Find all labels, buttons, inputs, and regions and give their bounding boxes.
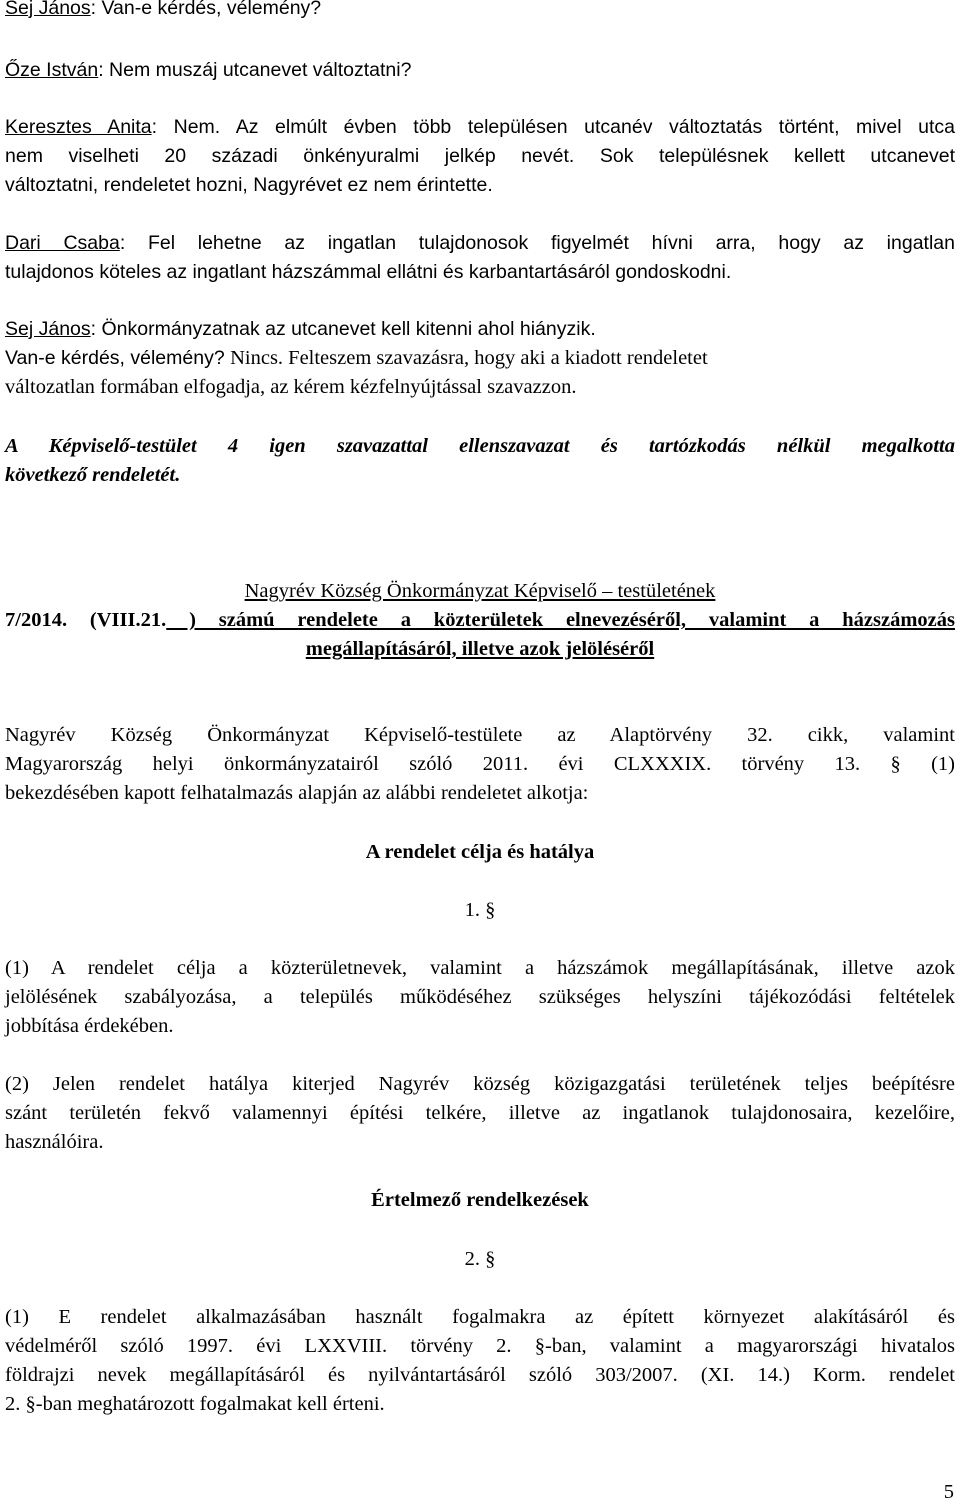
speaker-name: Keresztes Anita xyxy=(5,116,152,138)
preamble-line-2: Magyarország helyi önkormányzatairól szóló 2011. évi CLXXXIX. törvény 13. § (1) xyxy=(5,753,955,775)
section-1-p1-line-1: (1) A rendelet célja a közterületnevek, valamint a házszámok megállapításának, illetve azok xyxy=(5,957,955,979)
speech-text: : Van-e kérdés, vélemény? xyxy=(90,0,322,19)
speech-text: : Fel lehetne az ingatlan tulajdonosok figyelmét hívni arra, hogy az ingatlan xyxy=(119,232,955,254)
section-2-p1-line-4: 2. §-ban meghatározott fogalmakat kell érteni. xyxy=(5,1393,385,1415)
discussion-sej2-line-3: változatlan formában elfogadja, az kérem kézfelnyújtással szavazzon. xyxy=(5,376,577,398)
section-1-number: 1. § xyxy=(464,899,496,921)
preamble-line-1: Nagyrév Község Önkormányzat Képviselő-testülete az Alaptörvény 32. cikk, valamint xyxy=(5,724,955,746)
page-number: 5 xyxy=(943,1481,954,1503)
speaker-name: Sej János xyxy=(5,0,91,19)
section-2-number: 2. § xyxy=(464,1248,496,1270)
decree-title-line-3: megállapításáról, illetve azok jelöléséről xyxy=(305,638,655,660)
discussion-keresztes-line-2: nem viselheti 20 századi önkényuralmi jelkép nevét. Sok településnek kellett utcanevet xyxy=(5,145,955,167)
section-2-p1-line-2: védelméről szóló 1997. évi LXXVIII. törvény 2. §-ban, valamint a magyarországi hivatalos xyxy=(5,1335,955,1357)
section-1-p2-line-3: használóira. xyxy=(5,1131,104,1153)
section-2-heading: Értelmező rendelkezések xyxy=(371,1189,589,1211)
discussion-keresztes-line-3: változtatni, rendeletet hozni, Nagyrévet ez nem érintette. xyxy=(5,174,493,196)
discussion-sej2-line-2 xyxy=(5,344,955,373)
discussion-dari-line-1 xyxy=(5,229,955,258)
section-1-p2-line-2: szánt területén fekvő valamennyi építési telkére, illetve az ingatlanok tulajdonosaira, kezelőire, xyxy=(5,1102,955,1124)
speech-text: : Önkormányzatnak az utcanevet kell kitenni ahol hiányzik. xyxy=(90,318,596,340)
speaker-name: Dari Csaba xyxy=(5,232,120,254)
discussion-sej-line xyxy=(5,0,955,23)
decree-number: 7/2014. (VIII.21. xyxy=(5,609,167,631)
section-2-p1-line-1: (1) E rendelet alkalmazásában használt fogalmakra az épített környezet alakításáról és xyxy=(5,1306,955,1328)
section-1-heading: A rendelet célja és hatálya xyxy=(365,841,595,863)
section-1-p1-line-2: jelölésének szabályozása, a település működéséhez szükséges helyszíni tájékozódási feltételek xyxy=(5,986,955,1008)
discussion-keresztes-line-1 xyxy=(5,113,955,142)
speaker-name: Őze István xyxy=(5,59,99,81)
discussion-oze-line xyxy=(5,56,955,85)
discussion-dari-line-2: tulajdonos köteles az ingatlant házszámmal ellátni és karbantartásáról gondoskodni. xyxy=(5,261,732,283)
section-1-p1-line-3: jobbítása érdekében. xyxy=(5,1015,174,1037)
speech-text: : Nem. Az elmúlt évben több településen utcanév változtatás történt, mivel utca xyxy=(151,116,955,138)
speech-text: : Nem muszáj utcanevet változtatni? xyxy=(98,59,412,81)
section-1-p2-line-1: (2) Jelen rendelet hatálya kiterjed Nagyrév község közigazgatási területének teljes beépítésre xyxy=(5,1073,955,1095)
decree-title-line-2 xyxy=(5,606,955,635)
preamble-line-3: bekezdésében kapott felhatalmazás alapján az alábbi rendeletet alkotja: xyxy=(5,782,589,804)
decree-subject: ) számú rendelete a közterületek elnevezéséről, valamint a házszámozás xyxy=(166,609,955,631)
discussion-sej2-line-1 xyxy=(5,315,955,344)
speech-text: Nincs. Felteszem szavazásra, hogy aki a kiadott rendeletet xyxy=(230,347,708,369)
decree-title-line-1: Nagyrév Község Önkormányzat Képviselő – testületének xyxy=(244,580,716,602)
speech-text: Van-e kérdés, vélemény? xyxy=(5,347,231,369)
vote-result-line-1: A Képviselő-testület 4 igen szavazattal ellenszavazat és tartózkodás nélkül megalkotta xyxy=(5,435,955,457)
vote-result-line-2: következő rendeletét. xyxy=(5,464,181,486)
section-2-p1-line-3: földrajzi nevek megállapításáról és nyilvántartásáról szóló 303/2007. (XI. 14.) Korm. rendelet xyxy=(5,1364,955,1386)
speaker-name: Sej János xyxy=(5,318,91,340)
